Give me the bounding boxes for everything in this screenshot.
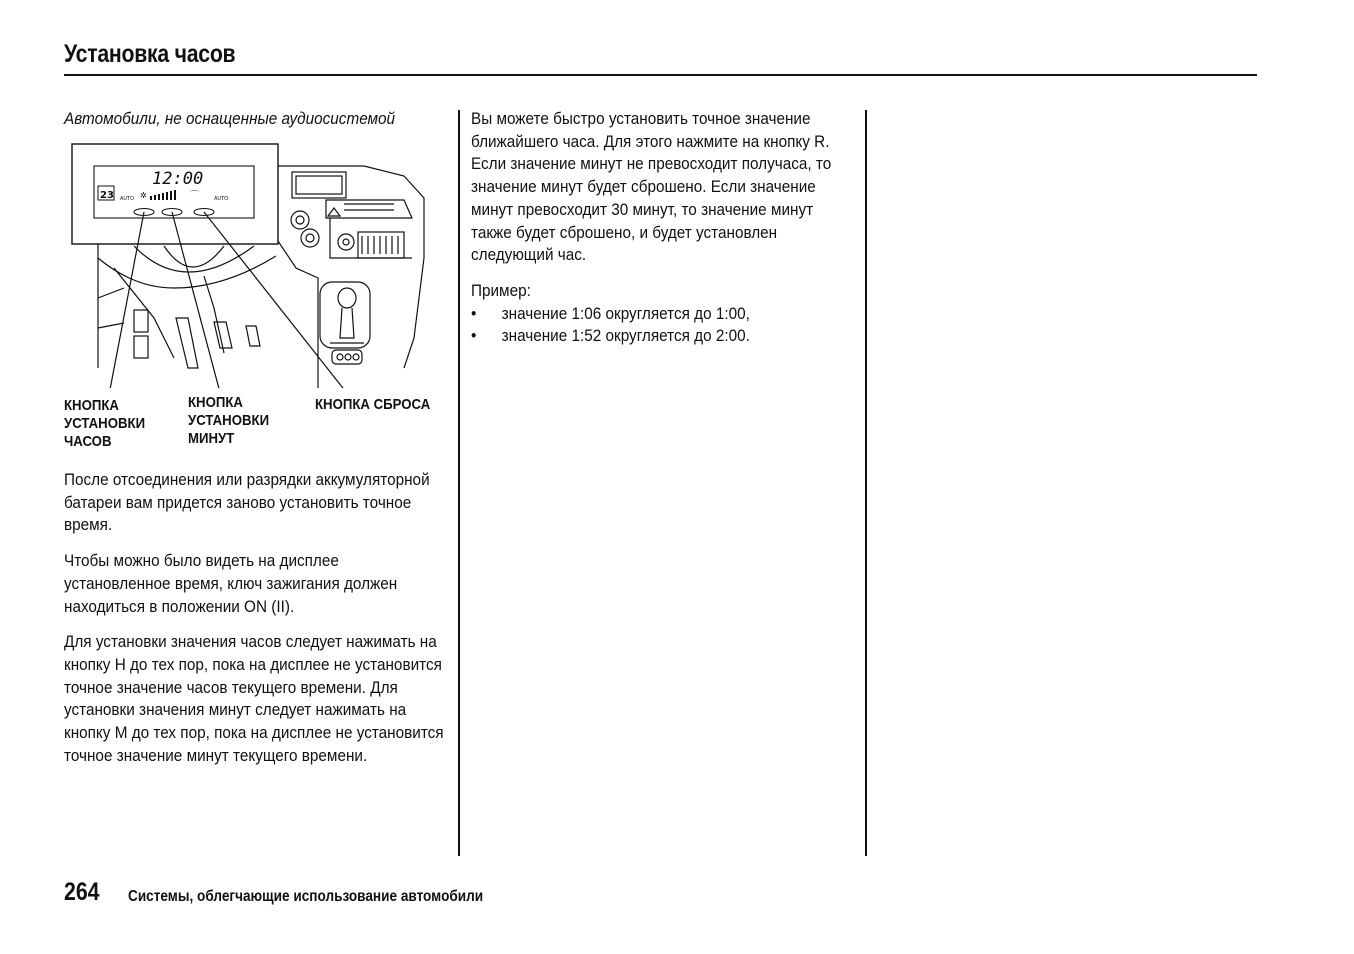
list-item: • значение 1:06 округляется до 1:00, bbox=[471, 303, 854, 326]
paragraph-reset: Вы можете быстро установить точное значение ближайшего часа. Для этого нажмите на кнопку R. Если значение минут не превосходит получаса, то значение минут будет сброшено. Если значение минут превосходит 30 минут, то значение минут также будет сброшено, и будет установлен следующий час. bbox=[471, 109, 832, 265]
minute-label-line-1: КНОПКА bbox=[188, 394, 243, 411]
minute-label-line-2: УСТАНОВКИ bbox=[188, 412, 270, 429]
title-rule bbox=[64, 74, 1257, 76]
reset-button-label bbox=[315, 396, 430, 414]
example-list bbox=[471, 303, 854, 348]
clock-time-readout: 12:00 bbox=[152, 169, 204, 189]
hour-label-line-1: КНОПКА bbox=[64, 397, 119, 414]
hour-label-line-3: ЧАСОВ bbox=[64, 433, 112, 450]
airflow-icon: ⌒ bbox=[190, 191, 200, 201]
paragraph-battery: После отсоединения или разрядки аккумуляторной батареи вам придется заново установить точное время. bbox=[64, 470, 430, 535]
reset-label-line-1: КНОПКА СБРОСА bbox=[315, 396, 431, 413]
fan-icon: ✲ bbox=[140, 191, 147, 200]
figure-caption: Автомобили, не оснащенные аудиосистемой bbox=[64, 109, 396, 128]
hour-label-line-2: УСТАНОВКИ bbox=[64, 415, 146, 432]
paragraph-ignition: Чтобы можно было видеть на дисплее установленное время, ключ зажигания должен находиться в положении ON (II). bbox=[64, 551, 398, 616]
list-item: • значение 1:52 округляется до 2:00. bbox=[471, 325, 854, 348]
page-number: 264 bbox=[64, 878, 100, 906]
paragraph-set-time: Для установки значения часов следует нажимать на кнопку H до тех пор, пока на дисплее не установится точное значение часов текущего времени. Для установки значения минут следует нажимать на кнопку M до тех пор, пока на дисплее не установится точное значение минут текущего времени. bbox=[64, 632, 444, 765]
dashboard-drawing bbox=[64, 138, 444, 388]
minute-button-label bbox=[188, 394, 269, 448]
hour-button-label bbox=[64, 397, 145, 451]
middle-column bbox=[471, 108, 896, 348]
display-mode-label-1: AUTO bbox=[120, 196, 135, 202]
left-column-body bbox=[64, 469, 489, 780]
example-label: Пример: bbox=[471, 280, 531, 300]
minute-label-line-3: МИНУТ bbox=[188, 430, 235, 447]
left-column-caption bbox=[64, 108, 484, 131]
display-mode-label-2: AUTO bbox=[214, 196, 229, 202]
temp-readout: 23 bbox=[100, 190, 114, 201]
section-title: Системы, облегчающие использование автомобили bbox=[128, 888, 484, 905]
dashboard-illustration bbox=[64, 138, 444, 388]
page-title: Установка часов bbox=[64, 40, 236, 68]
